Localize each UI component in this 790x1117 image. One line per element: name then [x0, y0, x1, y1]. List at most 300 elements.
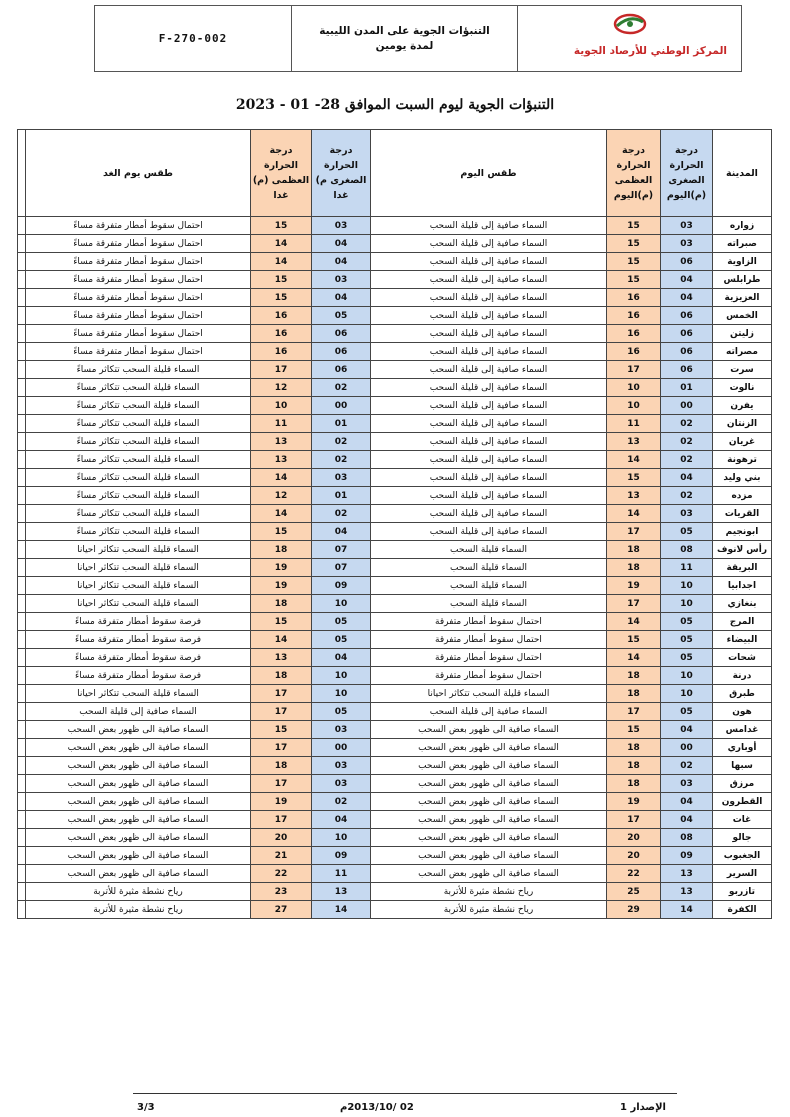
table-edge [18, 289, 26, 307]
table-row [18, 253, 772, 271]
city-cell: درنة [713, 667, 772, 685]
weather-tomorrow-cell: السماء صافية الى ظهور بعض السحب [26, 793, 251, 811]
forecast-table [17, 129, 772, 919]
min-tomorrow-cell: 03 [312, 217, 371, 235]
weather-today-cell: السماء صافية إلى قليلة السحب [371, 361, 607, 379]
max-today-cell: 10 [607, 379, 661, 397]
weather-today-cell: السماء صافية إلى قليلة السحب [371, 487, 607, 505]
min-today-cell: 01 [661, 379, 713, 397]
document-header [94, 5, 742, 72]
min-tomorrow-cell: 03 [312, 271, 371, 289]
weather-today-cell: السماء صافية الى ظهور بعض السحب [371, 865, 607, 883]
min-tomorrow-cell: 06 [312, 325, 371, 343]
table-header-row [18, 130, 772, 217]
weather-today-cell: السماء صافية الى ظهور بعض السحب [371, 811, 607, 829]
weather-today-cell: السماء صافية الى ظهور بعض السحب [371, 739, 607, 757]
table-row [18, 829, 772, 847]
max-tomorrow-cell: 15 [251, 721, 312, 739]
max-today-cell: 16 [607, 325, 661, 343]
min-tomorrow-cell: 11 [312, 865, 371, 883]
table-row [18, 739, 772, 757]
min-today-cell: 06 [661, 307, 713, 325]
max-tomorrow-cell: 11 [251, 415, 312, 433]
weather-today-cell: السماء صافية إلى قليلة السحب [371, 307, 607, 325]
table-row [18, 505, 772, 523]
max-tomorrow-cell: 15 [251, 217, 312, 235]
table-edge [18, 613, 26, 631]
max-today-cell: 13 [607, 433, 661, 451]
max-today-cell: 18 [607, 559, 661, 577]
max-today-cell: 15 [607, 469, 661, 487]
table-edge [18, 469, 26, 487]
city-cell: هون [713, 703, 772, 721]
max-today-cell: 15 [607, 235, 661, 253]
max-today-cell: 17 [607, 811, 661, 829]
table-edge [18, 811, 26, 829]
max-today-cell: 18 [607, 541, 661, 559]
min-tomorrow-cell: 01 [312, 415, 371, 433]
header-title-line2: لمدة يومين [375, 39, 434, 52]
weather-today-cell: السماء صافية إلى قليلة السحب [371, 325, 607, 343]
min-tomorrow-cell: 09 [312, 847, 371, 865]
max-today-cell: 14 [607, 505, 661, 523]
max-today-cell: 18 [607, 739, 661, 757]
max-today-cell: 14 [607, 613, 661, 631]
min-tomorrow-cell: 00 [312, 397, 371, 415]
min-tomorrow-cell: 00 [312, 739, 371, 757]
max-tomorrow-cell: 14 [251, 253, 312, 271]
weather-today-cell: السماء صافية إلى قليلة السحب [371, 397, 607, 415]
weather-tomorrow-cell: فرصة سقوط أمطار متفرقة مساءً [26, 667, 251, 685]
min-today-cell: 09 [661, 847, 713, 865]
weather-tomorrow-cell: السماء قليلة السحب تتكاثر احيانا [26, 595, 251, 613]
table-edge [18, 271, 26, 289]
min-tomorrow-cell: 05 [312, 613, 371, 631]
max-today-cell: 22 [607, 865, 661, 883]
max-tomorrow-cell: 16 [251, 307, 312, 325]
max-tomorrow-cell: 22 [251, 865, 312, 883]
max-today-cell: 17 [607, 361, 661, 379]
table-row [18, 883, 772, 901]
max-today-cell: 15 [607, 271, 661, 289]
weather-tomorrow-cell: السماء قليلة السحب تتكاثر مساءً [26, 451, 251, 469]
city-cell: سرت [713, 361, 772, 379]
min-today-cell: 04 [661, 721, 713, 739]
weather-today-cell: السماء قليلة السحب [371, 541, 607, 559]
city-cell: العزيزية [713, 289, 772, 307]
max-today-cell: 15 [607, 631, 661, 649]
max-tomorrow-cell: 17 [251, 361, 312, 379]
table-row [18, 487, 772, 505]
max-tomorrow-cell: 20 [251, 829, 312, 847]
table-row [18, 451, 772, 469]
min-tomorrow-cell: 02 [312, 451, 371, 469]
city-cell: السرير [713, 865, 772, 883]
weather-today-cell: السماء صافية الى ظهور بعض السحب [371, 775, 607, 793]
min-tomorrow-cell: 02 [312, 433, 371, 451]
footer-date: 02 /2013/10م [340, 1102, 414, 1113]
table-row [18, 703, 772, 721]
min-today-cell: 06 [661, 325, 713, 343]
city-cell: القريات [713, 505, 772, 523]
weather-today-cell: احتمال سقوط أمطار متفرقة [371, 667, 607, 685]
header-title-line1: التنبؤات الجوية على المدن الليبية [319, 24, 490, 37]
max-today-cell: 25 [607, 883, 661, 901]
min-tomorrow-cell: 14 [312, 901, 371, 919]
city-cell: المرج [713, 613, 772, 631]
header-max-today: درجة الحرارة العظمى (م)اليوم [607, 130, 661, 217]
weather-tomorrow-cell: السماء قليلة السحب تتكاثر مساءً [26, 361, 251, 379]
city-cell: الزنتان [713, 415, 772, 433]
weather-today-cell: السماء قليلة السحب [371, 577, 607, 595]
max-today-cell: 18 [607, 667, 661, 685]
weather-tomorrow-cell: السماء قليلة السحب تتكاثر مساءً [26, 523, 251, 541]
min-today-cell: 13 [661, 865, 713, 883]
min-today-cell: 04 [661, 811, 713, 829]
weather-tomorrow-cell: احتمال سقوط أمطار متفرقة مساءً [26, 271, 251, 289]
city-cell: جالو [713, 829, 772, 847]
min-today-cell: 02 [661, 433, 713, 451]
table-edge [18, 415, 26, 433]
weather-today-cell: السماء صافية إلى قليلة السحب [371, 343, 607, 361]
city-cell: نالوت [713, 379, 772, 397]
weather-tomorrow-cell: رياح نشطة مثيرة للأتربة [26, 901, 251, 919]
min-tomorrow-cell: 03 [312, 757, 371, 775]
table-edge [18, 325, 26, 343]
max-today-cell: 18 [607, 757, 661, 775]
city-cell: بنغازي [713, 595, 772, 613]
max-tomorrow-cell: 16 [251, 325, 312, 343]
weather-tomorrow-cell: احتمال سقوط أمطار متفرقة مساءً [26, 343, 251, 361]
table-edge [18, 433, 26, 451]
table-edge [18, 343, 26, 361]
weather-tomorrow-cell: السماء صافية الى ظهور بعض السحب [26, 739, 251, 757]
weather-today-cell: السماء صافية الى ظهور بعض السحب [371, 847, 607, 865]
form-code: F-270-002 [95, 6, 292, 71]
weather-today-cell: رياح نشطة مثيرة للأتربة [371, 883, 607, 901]
min-tomorrow-cell: 05 [312, 703, 371, 721]
max-today-cell: 17 [607, 703, 661, 721]
weather-tomorrow-cell: السماء صافية الى ظهور بعض السحب [26, 775, 251, 793]
header-weather-tomorrow: طقس يوم الغد [26, 130, 251, 217]
city-cell: مرزق [713, 775, 772, 793]
weather-today-cell: السماء صافية إلى قليلة السحب [371, 379, 607, 397]
min-today-cell: 03 [661, 775, 713, 793]
table-edge [18, 130, 26, 217]
weather-today-cell: السماء صافية إلى قليلة السحب [371, 271, 607, 289]
city-cell: اجدابيا [713, 577, 772, 595]
weather-tomorrow-cell: السماء صافية الى ظهور بعض السحب [26, 829, 251, 847]
table-row [18, 613, 772, 631]
weather-tomorrow-cell: السماء قليلة السحب تتكاثر مساءً [26, 433, 251, 451]
table-edge [18, 685, 26, 703]
city-cell: ابونجيم [713, 523, 772, 541]
min-tomorrow-cell: 05 [312, 307, 371, 325]
max-tomorrow-cell: 18 [251, 667, 312, 685]
city-cell: أوباري [713, 739, 772, 757]
table-edge [18, 703, 26, 721]
weather-tomorrow-cell: السماء قليلة السحب تتكاثر مساءً [26, 379, 251, 397]
max-today-cell: 16 [607, 307, 661, 325]
table-row [18, 433, 772, 451]
weather-today-cell: السماء صافية إلى قليلة السحب [371, 289, 607, 307]
city-cell: سبها [713, 757, 772, 775]
max-tomorrow-cell: 14 [251, 505, 312, 523]
max-tomorrow-cell: 13 [251, 649, 312, 667]
footer-rule [133, 1093, 677, 1094]
min-tomorrow-cell: 10 [312, 829, 371, 847]
header-weather-today: طقس اليوم [371, 130, 607, 217]
weather-tomorrow-cell: السماء قليلة السحب تتكاثر مساءً [26, 397, 251, 415]
table-row [18, 289, 772, 307]
min-today-cell: 05 [661, 613, 713, 631]
weather-today-cell: السماء صافية إلى قليلة السحب [371, 253, 607, 271]
max-tomorrow-cell: 23 [251, 883, 312, 901]
min-tomorrow-cell: 03 [312, 775, 371, 793]
table-edge [18, 559, 26, 577]
table-edge [18, 217, 26, 235]
table-row [18, 235, 772, 253]
weather-today-cell: رياح نشطة مثيرة للأتربة [371, 901, 607, 919]
weather-tomorrow-cell: السماء صافية إلى قليلة السحب [26, 703, 251, 721]
table-edge [18, 253, 26, 271]
min-today-cell: 06 [661, 253, 713, 271]
max-tomorrow-cell: 17 [251, 775, 312, 793]
min-tomorrow-cell: 06 [312, 343, 371, 361]
city-cell: مصراته [713, 343, 772, 361]
min-tomorrow-cell: 07 [312, 559, 371, 577]
weather-today-cell: السماء صافية إلى قليلة السحب [371, 703, 607, 721]
weather-today-cell: السماء صافية إلى قليلة السحب [371, 433, 607, 451]
max-today-cell: 20 [607, 829, 661, 847]
city-cell: تازربو [713, 883, 772, 901]
city-cell: غات [713, 811, 772, 829]
max-tomorrow-cell: 15 [251, 289, 312, 307]
min-today-cell: 04 [661, 289, 713, 307]
table-row [18, 721, 772, 739]
max-today-cell: 11 [607, 415, 661, 433]
table-row [18, 325, 772, 343]
weather-tomorrow-cell: السماء قليلة السحب تتكاثر احيانا [26, 541, 251, 559]
min-today-cell: 03 [661, 235, 713, 253]
weather-tomorrow-cell: احتمال سقوط أمطار متفرقة مساءً [26, 289, 251, 307]
city-cell: صبراته [713, 235, 772, 253]
max-tomorrow-cell: 16 [251, 343, 312, 361]
min-tomorrow-cell: 04 [312, 253, 371, 271]
weather-tomorrow-cell: احتمال سقوط أمطار متفرقة مساءً [26, 325, 251, 343]
min-today-cell: 03 [661, 505, 713, 523]
max-today-cell: 15 [607, 217, 661, 235]
max-tomorrow-cell: 14 [251, 631, 312, 649]
table-row [18, 811, 772, 829]
weather-today-cell: السماء صافية إلى قليلة السحب [371, 469, 607, 487]
table-edge [18, 775, 26, 793]
table-row [18, 775, 772, 793]
min-tomorrow-cell: 04 [312, 523, 371, 541]
weather-tomorrow-cell: السماء صافية الى ظهور بعض السحب [26, 811, 251, 829]
weather-tomorrow-cell: السماء قليلة السحب تتكاثر مساءً [26, 487, 251, 505]
table-row [18, 217, 772, 235]
table-row [18, 397, 772, 415]
weather-tomorrow-cell: احتمال سقوط أمطار متفرقة مساءً [26, 307, 251, 325]
table-row [18, 469, 772, 487]
max-tomorrow-cell: 17 [251, 685, 312, 703]
table-edge [18, 865, 26, 883]
min-today-cell: 05 [661, 631, 713, 649]
min-tomorrow-cell: 10 [312, 595, 371, 613]
min-tomorrow-cell: 01 [312, 487, 371, 505]
min-today-cell: 03 [661, 217, 713, 235]
max-tomorrow-cell: 18 [251, 541, 312, 559]
city-cell: ترهونة [713, 451, 772, 469]
table-row [18, 631, 772, 649]
max-today-cell: 14 [607, 649, 661, 667]
min-today-cell: 10 [661, 667, 713, 685]
max-tomorrow-cell: 18 [251, 757, 312, 775]
max-tomorrow-cell: 12 [251, 487, 312, 505]
header-title [292, 6, 518, 71]
table-edge [18, 451, 26, 469]
max-tomorrow-cell: 15 [251, 613, 312, 631]
min-tomorrow-cell: 06 [312, 361, 371, 379]
weather-tomorrow-cell: فرصة سقوط أمطار متفرقة مساءً [26, 649, 251, 667]
weather-tomorrow-cell: السماء صافية الى ظهور بعض السحب [26, 865, 251, 883]
min-today-cell: 04 [661, 271, 713, 289]
header-max-tomorrow: درجة الحرارة العظمى (م) غدا [251, 130, 312, 217]
city-cell: البيضاء [713, 631, 772, 649]
organization-name: المركز الوطني للأرصاد الجوية [573, 45, 727, 57]
city-cell: القطرون [713, 793, 772, 811]
weather-today-cell: السماء صافية الى ظهور بعض السحب [371, 829, 607, 847]
max-tomorrow-cell: 18 [251, 595, 312, 613]
city-cell: مزده [713, 487, 772, 505]
header-min-today: درجة الحرارة الصغرى (م)اليوم [661, 130, 713, 217]
max-tomorrow-cell: 14 [251, 469, 312, 487]
table-row [18, 649, 772, 667]
min-today-cell: 04 [661, 793, 713, 811]
organization-block [518, 6, 741, 71]
city-cell: غدامس [713, 721, 772, 739]
table-edge [18, 235, 26, 253]
weather-today-cell: السماء صافية إلى قليلة السحب [371, 415, 607, 433]
min-today-cell: 02 [661, 415, 713, 433]
max-tomorrow-cell: 13 [251, 451, 312, 469]
table-edge [18, 883, 26, 901]
table-row [18, 667, 772, 685]
max-tomorrow-cell: 17 [251, 811, 312, 829]
min-today-cell: 04 [661, 469, 713, 487]
min-tomorrow-cell: 02 [312, 505, 371, 523]
table-row [18, 379, 772, 397]
min-today-cell: 06 [661, 343, 713, 361]
max-today-cell: 19 [607, 793, 661, 811]
table-row [18, 577, 772, 595]
min-tomorrow-cell: 03 [312, 721, 371, 739]
min-today-cell: 10 [661, 577, 713, 595]
table-edge [18, 487, 26, 505]
city-cell: زواره [713, 217, 772, 235]
min-today-cell: 05 [661, 523, 713, 541]
table-edge [18, 739, 26, 757]
min-today-cell: 00 [661, 397, 713, 415]
weather-today-cell: احتمال سقوط أمطار متفرقة [371, 631, 607, 649]
table-row [18, 415, 772, 433]
city-cell: الجغبوب [713, 847, 772, 865]
max-tomorrow-cell: 12 [251, 379, 312, 397]
max-today-cell: 20 [607, 847, 661, 865]
table-row [18, 757, 772, 775]
table-row [18, 523, 772, 541]
weather-today-cell: السماء صافية الى ظهور بعض السحب [371, 793, 607, 811]
min-tomorrow-cell: 10 [312, 667, 371, 685]
header-city: المدينة [713, 130, 772, 217]
table-row [18, 685, 772, 703]
table-row [18, 865, 772, 883]
max-tomorrow-cell: 13 [251, 433, 312, 451]
weather-tomorrow-cell: السماء قليلة السحب تتكاثر احيانا [26, 559, 251, 577]
weather-today-cell: احتمال سقوط أمطار متفرقة [371, 613, 607, 631]
max-today-cell: 18 [607, 775, 661, 793]
max-tomorrow-cell: 17 [251, 703, 312, 721]
min-tomorrow-cell: 04 [312, 235, 371, 253]
max-today-cell: 16 [607, 343, 661, 361]
max-tomorrow-cell: 14 [251, 235, 312, 253]
min-today-cell: 05 [661, 649, 713, 667]
table-edge [18, 379, 26, 397]
table-edge [18, 307, 26, 325]
weather-tomorrow-cell: السماء قليلة السحب تتكاثر احيانا [26, 685, 251, 703]
min-tomorrow-cell: 04 [312, 811, 371, 829]
max-tomorrow-cell: 27 [251, 901, 312, 919]
min-tomorrow-cell: 04 [312, 649, 371, 667]
header-min-tomorrow: درجة الحرارة الصغرى م) غدا [312, 130, 371, 217]
weather-today-cell: السماء صافية إلى قليلة السحب [371, 523, 607, 541]
city-cell: يفرن [713, 397, 772, 415]
city-cell: طرابلس [713, 271, 772, 289]
table-row [18, 271, 772, 289]
table-edge [18, 505, 26, 523]
table-edge [18, 523, 26, 541]
weather-today-cell: السماء صافية إلى قليلة السحب [371, 451, 607, 469]
min-tomorrow-cell: 09 [312, 577, 371, 595]
min-today-cell: 10 [661, 685, 713, 703]
min-tomorrow-cell: 02 [312, 379, 371, 397]
weather-tomorrow-cell: احتمال سقوط أمطار متفرقة مساءً [26, 217, 251, 235]
min-today-cell: 13 [661, 883, 713, 901]
max-tomorrow-cell: 15 [251, 523, 312, 541]
max-today-cell: 19 [607, 577, 661, 595]
footer-edition: الإصدار 1 [620, 1102, 666, 1113]
weather-today-cell: السماء صافية الى ظهور بعض السحب [371, 721, 607, 739]
weather-today-cell: السماء قليلة السحب تتكاثر احيانا [371, 685, 607, 703]
table-row [18, 559, 772, 577]
weather-tomorrow-cell: السماء قليلة السحب تتكاثر مساءً [26, 505, 251, 523]
min-today-cell: 02 [661, 487, 713, 505]
table-edge [18, 667, 26, 685]
min-tomorrow-cell: 13 [312, 883, 371, 901]
table-edge [18, 847, 26, 865]
min-today-cell: 11 [661, 559, 713, 577]
min-today-cell: 02 [661, 451, 713, 469]
city-cell: الخمس [713, 307, 772, 325]
document-title: التنبؤات الجوية ليوم السبت الموافق 28- 01 - 2023 [235, 97, 555, 113]
table-row [18, 343, 772, 361]
max-today-cell: 29 [607, 901, 661, 919]
city-cell: شحات [713, 649, 772, 667]
table-edge [18, 649, 26, 667]
city-cell: البريقة [713, 559, 772, 577]
table-row [18, 793, 772, 811]
